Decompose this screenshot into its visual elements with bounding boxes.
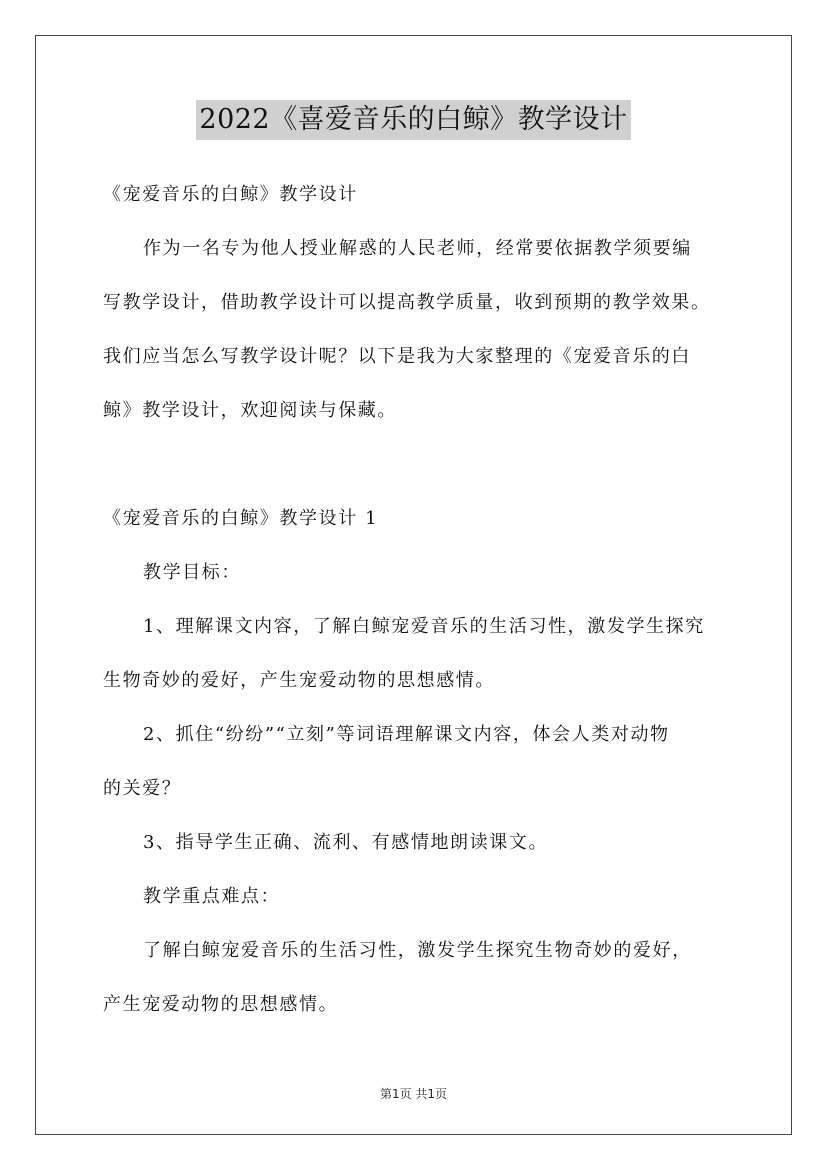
goal-3: 3、指导学生正确、流利、有感情地朗读课文。 (143, 832, 549, 853)
goal-1-line-1: 1、理解课文内容，了解白鲸宠爱音乐的生活习性，激发学生探究 (143, 616, 705, 637)
key-points-label: 教学重点难点： (143, 886, 281, 907)
doc-heading: 《宠爱音乐的白鲸》教学设计 (103, 184, 358, 205)
document-title: 2022《喜爱音乐的白鲸》教学设计 (196, 100, 630, 140)
intro-line-3: 我们应当怎么写教学设计呢？以下是我为大家整理的《宠爱音乐的白 (103, 346, 691, 367)
key-points-line-2: 产生宠爱动物的思想感情。 (103, 994, 339, 1015)
goal-2-line-1: 2、抓住“纷纷”“立刻”等词语理解课文内容，体会人类对动物 (143, 724, 670, 745)
section-heading: 《宠爱音乐的白鲸》教学设计 1 (103, 508, 379, 529)
key-points-line-1: 了解白鲸宠爱音乐的生活习性，激发学生探究生物奇妙的爱好， (143, 940, 692, 961)
intro-line-1: 作为一名专为他人授业解惑的人民老师，经常要依据教学须要编 (143, 238, 692, 259)
page-footer: 第1页 共1页 (379, 1087, 448, 1101)
intro-line-4: 鲸》教学设计，欢迎阅读与保藏。 (103, 400, 397, 421)
title-wrap (0, 100, 827, 140)
goal-2-line-2: 的关爱？ (103, 778, 182, 799)
goals-label: 教学目标： (143, 562, 241, 583)
goal-1-line-2: 生物奇妙的爱好，产生宠爱动物的思想感情。 (103, 670, 495, 691)
intro-line-2: 写教学设计，借助教学设计可以提高教学质量，收到预期的教学效果。 (103, 292, 711, 313)
